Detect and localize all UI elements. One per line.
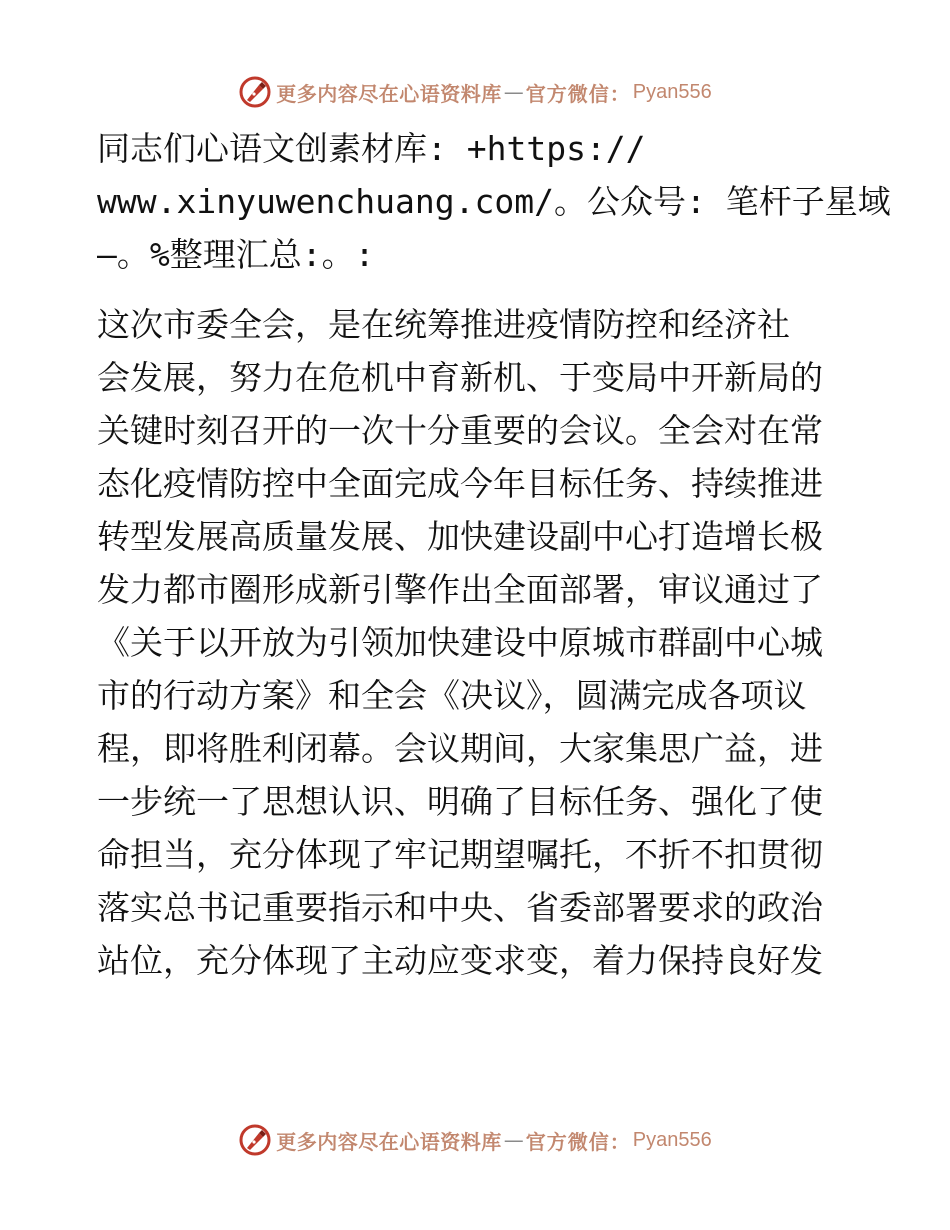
body-line: 转型发展高质量发展、加快建设副中心打造增长极 [97, 517, 823, 556]
body-line: 关键时刻召开的一次十分重要的会议。全会对在常 [97, 411, 823, 450]
document-body [97, 122, 891, 987]
intro-line: 同志们心语文创素材库: +https:// [97, 129, 646, 168]
pen-tip-logo-icon [238, 1123, 272, 1157]
body-line: 市的行动方案》和全会《决议》，圆满完成各项议 [97, 676, 807, 715]
header-banner [0, 70, 950, 114]
body-line: 会发展，努力在危机中育新机、于变局中开新局的 [97, 358, 823, 397]
body-line: 落实总书记重要指示和中央、省委部署要求的政治 [97, 888, 823, 927]
pen-tip-logo-icon [238, 75, 272, 109]
banner-dash: — [503, 80, 524, 104]
intro-line: www.xinyuwenchuang.com/。公众号: 笔杆子星域 [97, 182, 891, 221]
banner-dash: — [503, 1128, 524, 1152]
banner-wechat-id: Pyan556 [632, 80, 712, 103]
banner-wechat-label: 官方微信： [525, 81, 631, 106]
footer-banner [0, 1118, 950, 1162]
body-line: 命担当，充分体现了牢记期望嘱托，不折不扣贯彻 [97, 835, 823, 874]
body-line: 一步统一了思想认识、明确了目标任务、强化了使 [97, 782, 823, 821]
banner-main-text: 更多内容尽在心语资料库 [276, 81, 502, 106]
body-line: 发力都市圈形成新引擎作出全面部署，审议通过了 [97, 570, 823, 609]
intro-line: —。%整理汇总:。: [97, 235, 375, 274]
body-line: 《关于以开放为引领加快建设中原城市群副中心城 [97, 623, 823, 662]
paragraph-gap [97, 281, 857, 298]
banner-wechat-label: 官方微信： [525, 1129, 631, 1154]
banner-wechat-id: Pyan556 [632, 1128, 712, 1151]
body-line: 态化疫情防控中全面完成今年目标任务、持续推进 [97, 464, 823, 503]
body-line: 程，即将胜利闭幕。会议期间，大家集思广益，进 [97, 729, 823, 768]
banner-main-text: 更多内容尽在心语资料库 [276, 1129, 502, 1154]
body-line: 这次市委全会，是在统筹推进疫情防控和经济社 [97, 305, 790, 344]
body-line: 站位，充分体现了主动应变求变，着力保持良好发 [97, 941, 823, 980]
